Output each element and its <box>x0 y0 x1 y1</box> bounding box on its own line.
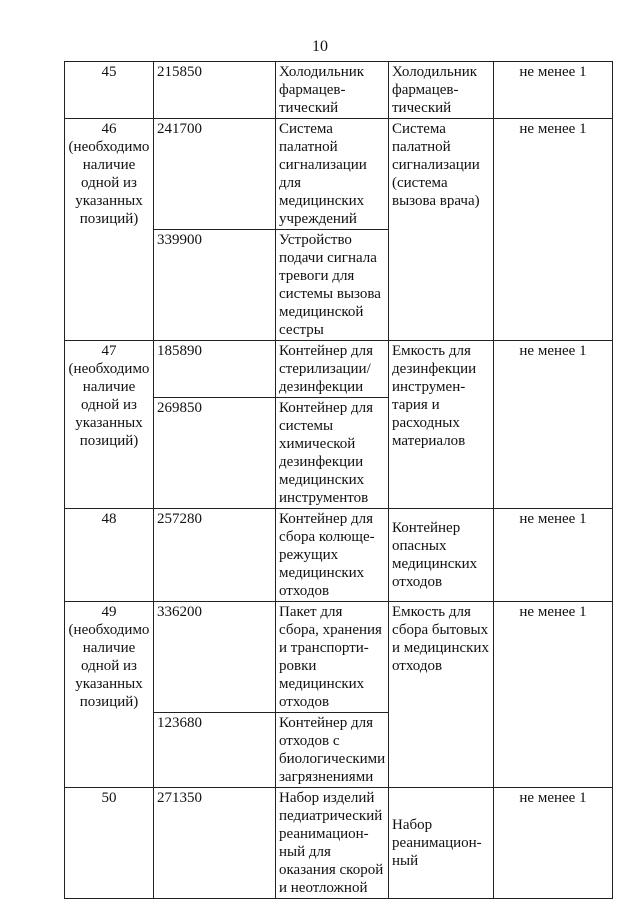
item-name: Система палатной сигнализации для медицинских учреждений <box>276 119 389 230</box>
item-code: 215850 <box>154 62 276 119</box>
equipment-type: Контейнер опасных медицинских отходов <box>389 509 494 602</box>
item-code: 336200 <box>154 602 276 713</box>
position-number: 47 <box>101 343 117 359</box>
item-name: Холодильник фармацев-тический <box>276 62 389 119</box>
equipment-type: Набор реанимацион-ный <box>389 788 494 899</box>
position-note: (необходимо наличие одной из указанных позиций) <box>68 622 150 710</box>
item-name: Набор изделий педиатрический реанимацион-ный для оказания скорой и неотложной <box>276 788 389 899</box>
item-name: Пакет для сбора, хранения и транспорти-ровки медицинских отходов <box>276 602 389 713</box>
quantity: не менее 1 <box>494 62 613 119</box>
quantity: не менее 1 <box>494 341 613 509</box>
position-number: 45 <box>101 64 117 80</box>
item-code: 241700 <box>154 119 276 230</box>
item-code: 257280 <box>154 509 276 602</box>
table-row <box>65 341 613 398</box>
equipment-type: Система палатной сигнализации (система вызова врача) <box>389 119 494 341</box>
equipment-table <box>64 61 613 899</box>
position-number: 50 <box>101 790 117 806</box>
position-number: 48 <box>101 511 117 527</box>
table-row <box>65 119 613 230</box>
quantity: не менее 1 <box>494 602 613 788</box>
position-number-cell <box>65 62 154 119</box>
equipment-type: Холодильник фармацев-тический <box>389 62 494 119</box>
position-number: 46 <box>101 121 117 137</box>
quantity: не менее 1 <box>494 119 613 341</box>
item-code: 269850 <box>154 398 276 509</box>
table-body <box>65 62 613 899</box>
position-number-cell <box>65 119 154 341</box>
item-name: Контейнер для стерилизации/ дезинфекции <box>276 341 389 398</box>
position-number-cell <box>65 602 154 788</box>
table-row <box>65 602 613 713</box>
item-name: Контейнер для системы химической дезинфекции медицинских инструментов <box>276 398 389 509</box>
position-number-cell <box>65 509 154 602</box>
item-code: 339900 <box>154 230 276 341</box>
page-number: 10 <box>312 38 328 55</box>
position-note: (необходимо наличие одной из указанных позиций) <box>68 361 150 449</box>
table-row <box>65 509 613 602</box>
quantity: не менее 1 <box>494 509 613 602</box>
table-row <box>65 62 613 119</box>
item-code: 185890 <box>154 341 276 398</box>
position-note: (необходимо наличие одной из указанных позиций) <box>68 139 150 227</box>
position-number-cell <box>65 341 154 509</box>
equipment-type: Емкость для дезинфекции инструмен-тария и расходных материалов <box>389 341 494 509</box>
item-code: 123680 <box>154 713 276 788</box>
item-name: Контейнер для отходов с биологическими загрязнениями <box>276 713 389 788</box>
equipment-type: Емкость для сбора бытовых и медицинских отходов <box>389 602 494 788</box>
quantity: не менее 1 <box>494 788 613 899</box>
table-row <box>65 788 613 899</box>
item-code: 271350 <box>154 788 276 899</box>
position-number: 49 <box>101 604 117 620</box>
item-name: Устройство подачи сигнала тревоги для системы вызова медицинской сестры <box>276 230 389 341</box>
position-number-cell <box>65 788 154 899</box>
item-name: Контейнер для сбора колюще-режущих медицинских отходов <box>276 509 389 602</box>
